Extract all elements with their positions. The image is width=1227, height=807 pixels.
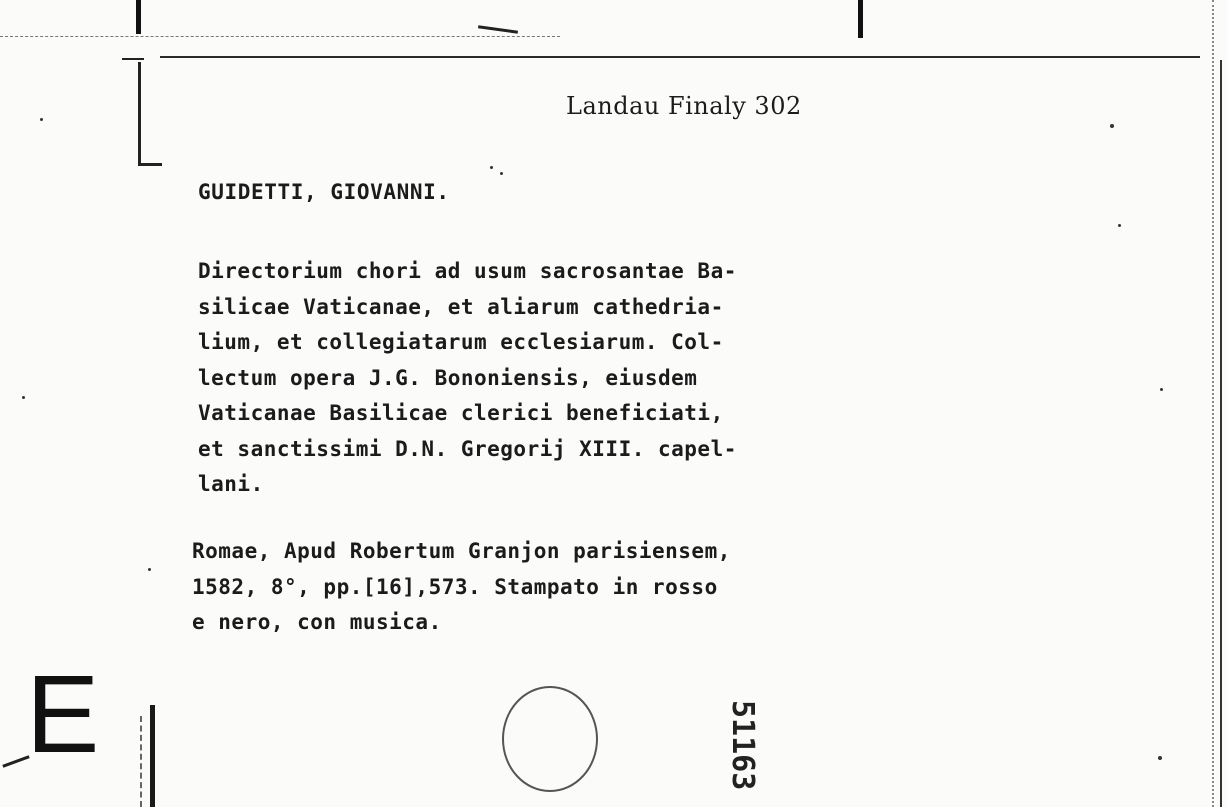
imprint-description [192,534,892,641]
text-line: lium, et collegiatarum ecclesiarum. Col- [198,330,724,354]
catalog-reference: Landau Finaly 302 [566,92,802,120]
card-left-border [150,705,155,807]
scan-speck [1118,224,1121,227]
scan-speck [500,172,503,175]
scan-speck [22,396,25,399]
text-line: et sanctissimi D.N. Gregorij XIII. capel- [198,436,737,461]
scan-speck [148,568,151,571]
author-heading: GUIDETTI, GIOVANNI. [198,180,450,204]
card-right-edge [1212,0,1216,807]
card-edge-dashed [0,36,560,38]
scan-speck [1110,124,1114,128]
text-line: Romae, Apud Robertum Granjon parisiensem, [192,539,731,563]
card-frame-mark [136,0,141,34]
card-left-border-dashed [140,716,144,807]
text-line: Directorium chori ad usum sacrosantae Ba- [198,259,737,283]
scan-speck [40,118,43,121]
card-right-border [1220,60,1222,807]
title-description [198,254,898,503]
scan-speck [1160,388,1163,391]
scan-speck [1158,756,1162,760]
card-bracket-bar [122,58,144,60]
text-line: e nero, con musica. [192,610,442,634]
card-frame-mark [858,0,863,38]
scan-speck [490,166,493,169]
text-line: silicae Vaticanae, et aliarum cathedria- [198,294,724,319]
card-frame-mark [478,25,518,34]
punch-hole [502,686,598,792]
letter-stamp: E [26,653,100,776]
card-top-border [160,56,1200,58]
text-line: 1582, 8°, pp.[16],573. Stampato in rosso [192,574,718,599]
card-bracket [138,62,162,166]
text-line: Vaticanae Basilicae clerici beneficiati, [198,401,724,425]
text-line: lectum opera J.G. Bononiensis, eiusdem [198,365,698,390]
inventory-number-stamp: 51163 [725,700,760,791]
text-line: lani. [198,472,264,496]
